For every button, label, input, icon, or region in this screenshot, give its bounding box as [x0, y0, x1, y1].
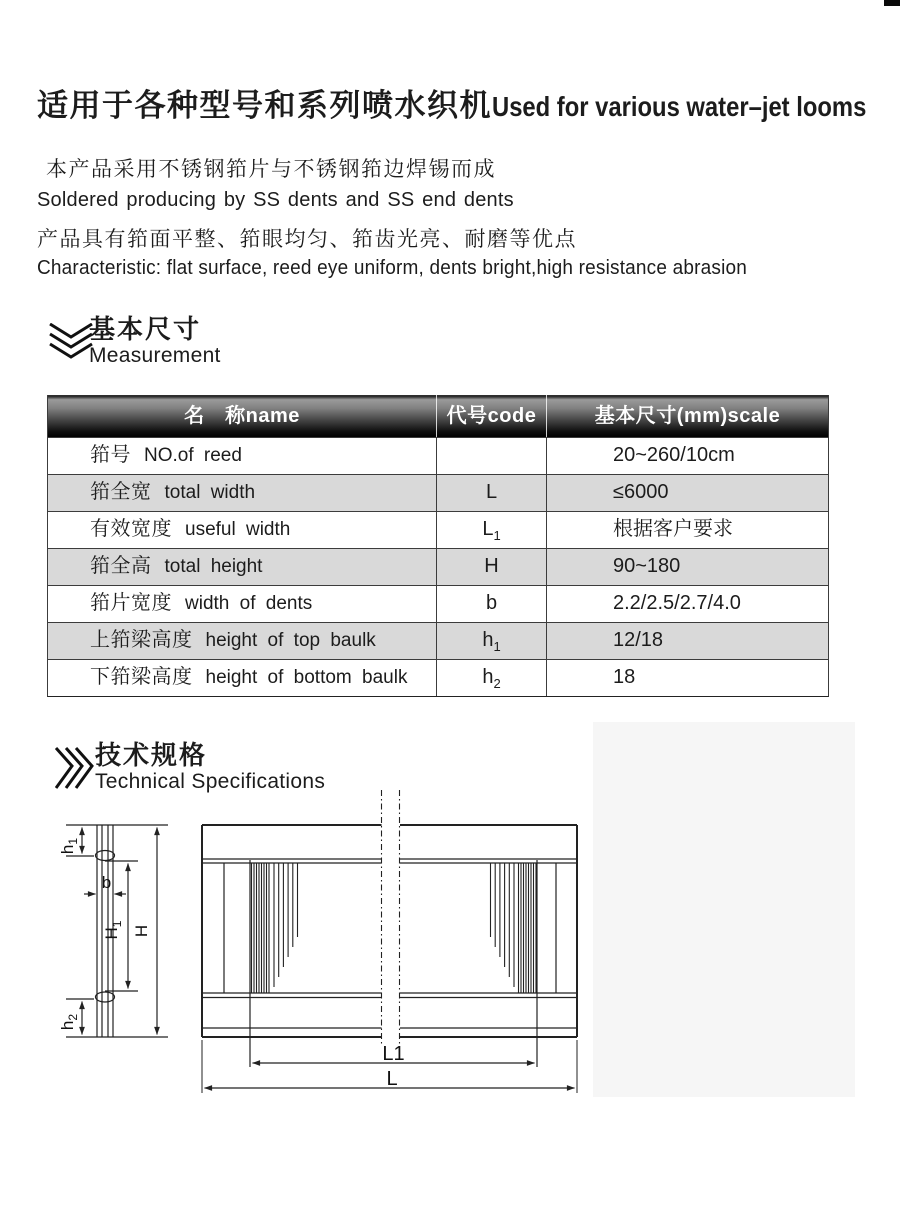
column-header-scale: 基本尺寸(mm)scale	[546, 395, 828, 437]
dents-left-staggered	[274, 863, 298, 987]
dents-left-full	[252, 863, 270, 993]
page-title-cn: 适用于各种型号和系列喷水织机	[37, 88, 492, 123]
page-title-en: Used for various water–jet looms	[492, 91, 867, 122]
b-label: b	[101, 873, 112, 892]
row-name-en: useful width	[185, 519, 291, 540]
row-name-cn: 下筘梁高度	[90, 666, 193, 688]
row-value: 2.2/2.5/2.7/4.0	[546, 586, 828, 622]
h1-label: $h_1$	[58, 837, 80, 855]
row-value: ≤6000	[546, 475, 828, 511]
L1-label: L1	[382, 1043, 405, 1065]
page-title	[37, 80, 900, 125]
intro-line-en-1: Soldered producing by SS dents and SS end dents	[37, 189, 514, 211]
intro-line-cn-1: 本产品采用不锈钢筘片与不锈钢筘边焊锡而成	[46, 158, 496, 181]
row-name-en: NO.of reed	[144, 445, 242, 466]
H1-label: $H_1$	[102, 920, 124, 940]
row-code	[436, 438, 546, 474]
h2-label: $h_2$	[58, 1013, 80, 1031]
table-row	[48, 474, 828, 511]
H-label: H	[132, 924, 151, 938]
column-header-name: 名 称name	[184, 405, 300, 427]
table-header-row	[48, 395, 828, 437]
dents-right-staggered	[491, 863, 515, 987]
row-name-cn: 筘全高	[90, 555, 152, 577]
row-code: H	[436, 549, 546, 585]
row-name-en: height of bottom baulk	[205, 667, 408, 688]
row-name-en: total width	[164, 482, 256, 503]
row-name-cn: 筘号	[90, 444, 131, 466]
dents-right-full	[519, 863, 537, 993]
intro-line-cn-2: 产品具有筘面平整、筘眼均匀、筘齿光亮、耐磨等优点	[37, 228, 577, 251]
side-view	[58, 825, 168, 1037]
row-name-cn: 筘全宽	[90, 481, 152, 503]
table-row	[48, 437, 828, 474]
row-code: L	[436, 475, 546, 511]
front-view	[202, 790, 577, 1093]
row-name-cn: 有效宽度	[90, 518, 172, 540]
table-row	[48, 548, 828, 585]
row-code: $L_1$	[436, 512, 546, 548]
table-row	[48, 511, 828, 548]
row-value: 根据客户要求	[546, 512, 828, 548]
row-name-en: height of top baulk	[205, 630, 376, 651]
section-measurement-title-en: Measurement	[89, 344, 221, 367]
row-name-cn: 筘片宽度	[90, 592, 172, 614]
section-specs-title-en: Technical Specifications	[95, 770, 326, 793]
page-corner-mark	[884, 0, 900, 6]
row-code: b	[436, 586, 546, 622]
row-value: 20~260/10cm	[546, 438, 828, 474]
row-name-en: total height	[164, 556, 263, 577]
row-name-en: width of dents	[185, 593, 313, 614]
column-header-code: 代号code	[436, 395, 546, 437]
technical-drawing	[0, 780, 900, 1110]
section-specs-title-cn: 技术规格	[95, 740, 208, 770]
row-name-cn: 上筘梁高度	[90, 629, 193, 651]
intro-line-en-2: Characteristic: flat surface, reed eye uniform, dents bright,high resistance abrasion	[37, 257, 748, 279]
table-row	[48, 622, 828, 659]
top-baulk-section	[96, 851, 115, 861]
L-label: L	[386, 1068, 398, 1090]
bottom-baulk-section	[96, 992, 115, 1002]
table-row	[48, 585, 828, 622]
row-code: $h_1$	[436, 623, 546, 659]
measurement-table	[47, 395, 829, 697]
table-row	[48, 659, 828, 696]
row-value: 12/18	[546, 623, 828, 659]
row-code: $h_2$	[436, 660, 546, 696]
row-value: 90~180	[546, 549, 828, 585]
section-measurement-title-cn: 基本尺寸	[89, 314, 202, 344]
row-value: 18	[546, 660, 828, 696]
section-measurement-heading	[89, 316, 221, 367]
